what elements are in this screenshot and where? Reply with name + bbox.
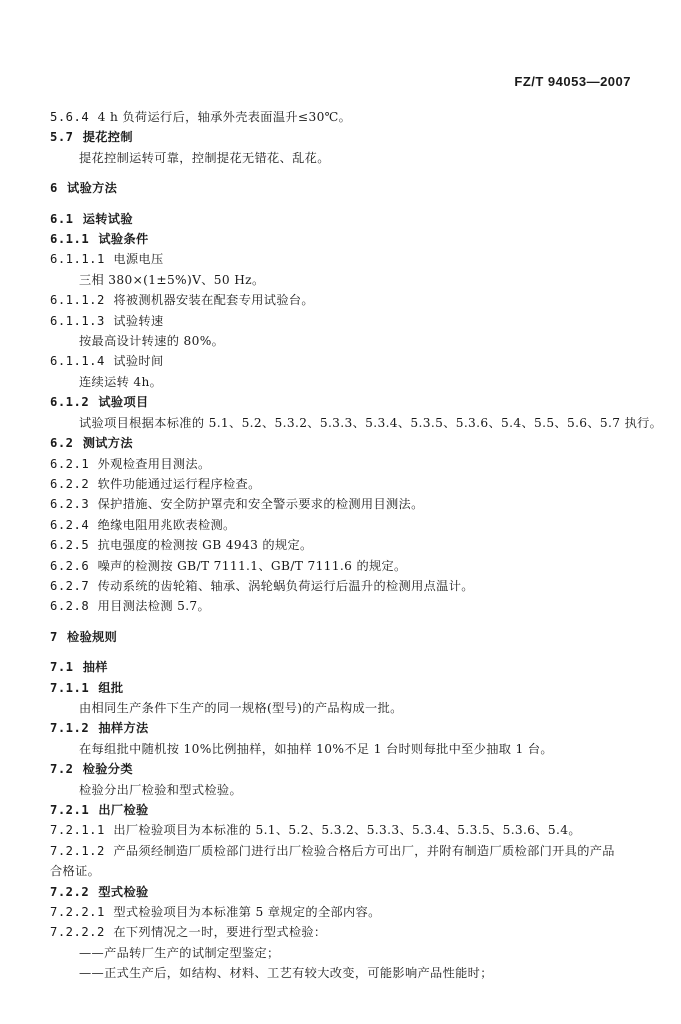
chapter-title: 检验规则: [67, 629, 118, 644]
standard-code-header: FZ/T 94053—2007: [514, 74, 631, 89]
clause-heading: 抽样: [82, 660, 108, 675]
clause-7-1-1-heading: [50, 678, 642, 698]
clause-text: 出厂检验项目为本标准的 5.1、5.2、5.3.2、5.3.3、5.3.4、5.3.5、5.3.6、5.4。: [113, 823, 581, 838]
chapter-number: 7: [50, 629, 58, 644]
clause-number: 7.2.1.2: [50, 843, 105, 858]
clause-text: 抗电强度的检测按 GB 4943 的规定。: [97, 538, 313, 553]
clause-number: 7.2.1: [50, 803, 90, 817]
clause-6-1-1-heading: [50, 229, 642, 249]
clause-text: 试验转速: [113, 313, 164, 328]
list-item-dash: ——产品转厂生产的试制定型鉴定；: [79, 945, 280, 960]
clause-number: 6.1.1.3: [50, 313, 105, 328]
clause-number: 6.1.1: [50, 232, 90, 247]
clause-text: 试验时间: [113, 354, 164, 369]
clause-text: 保护措施、安全防护罩壳和安全警示要求的检测用目测法。: [97, 497, 424, 512]
list-item-dash: ——正式生产后，如结构、材料、工艺有较大改变，可能影响产品性能时；: [79, 966, 493, 981]
clause-number: 6.1.2: [50, 395, 90, 410]
clause-6-1-1-1: [50, 249, 642, 269]
clause-7-1-2-text: 在每组批中随机按 10%比例抽样，如抽样 10%不足 1 台时则每批中至少抽取 1 台。: [79, 741, 553, 756]
clause-7-1-heading: [50, 657, 642, 677]
clause-number: 6.2.1: [50, 456, 90, 471]
clause-heading: 提花控制: [82, 130, 133, 145]
clause-number: 6.2.4: [50, 517, 90, 532]
clause-heading: 组批: [98, 680, 124, 695]
document-body: [50, 107, 663, 984]
clause-heading: 型式检验: [98, 884, 149, 899]
clause-7-2-text: 检验分出厂检验和型式检验。: [79, 782, 242, 797]
clause-text: 产品须经制造厂质检部门进行出厂检验合格后方可出厂，并附有制造厂质检部门开具的产品: [113, 843, 615, 858]
clause-heading: 出厂检验: [98, 803, 149, 817]
clause-heading: 试验项目: [98, 395, 149, 410]
clause-number: 7.2.2.1: [50, 905, 105, 920]
clause-heading: 试验条件: [98, 232, 149, 247]
clause-7-2-1-2: [50, 841, 642, 861]
clause-number: 6.1: [50, 211, 74, 226]
clause-number: 6.1.1.4: [50, 354, 105, 369]
clause-number: 7.2: [50, 762, 74, 777]
clause-6-2-8: [50, 596, 642, 616]
clause-number: 6.2.3: [50, 497, 90, 512]
clause-5-7-text: 提花控制运转可靠，控制提花无错花、乱花。: [79, 150, 330, 165]
clause-number: 7.2.2.2: [50, 925, 105, 940]
clause-heading: 检验分类: [82, 762, 133, 777]
clause-heading: 测试方法: [82, 436, 133, 451]
clause-number: 6.2.2: [50, 476, 90, 491]
clause-7-2-2-1: [50, 902, 642, 922]
clause-6-2-2: [50, 474, 642, 494]
clause-heading: 运转试验: [82, 211, 133, 226]
clause-text: 噪声的检测按 GB/T 7111.1、GB/T 7111.6 的规定。: [97, 558, 407, 573]
clause-5-6-4: [50, 107, 642, 127]
clause-number: 7.2.2: [50, 884, 90, 899]
clause-number: 6.1.1.2: [50, 293, 105, 308]
clause-6-1-1-4: [50, 351, 642, 371]
clause-6-1-2-heading: [50, 392, 642, 412]
clause-number: 5.6.4: [50, 110, 90, 124]
clause-text: 用目测法检测 5.7。: [97, 599, 211, 614]
clause-text: 电源电压: [113, 252, 164, 267]
clause-number: 7.1.2: [50, 721, 90, 736]
clause-text: 在下列情况之一时，要进行型式检验：: [113, 925, 327, 940]
clause-6-2-1: [50, 454, 642, 474]
clause-7-2-2-heading: [50, 882, 642, 902]
chapter-7-heading: [50, 627, 642, 647]
clause-number: 7.2.1.1: [50, 823, 105, 838]
clause-number: 7.1.1: [50, 680, 90, 695]
clause-number: 6.1.1.1: [50, 252, 105, 267]
clause-7-1-2-heading: [50, 718, 642, 738]
clause-6-2-6: [50, 556, 642, 576]
clause-7-1-1-text: 由相同生产条件下生产的同一规格(型号)的产品构成一批。: [79, 700, 403, 715]
clause-5-7-heading: [50, 127, 642, 147]
clause-text: 将被测机器安装在配套专用试验台。: [113, 293, 314, 308]
clause-6-1-1-3: [50, 311, 642, 331]
clause-6-1-1-1-text: 三相 380×(1±5%)V、50 Hz。: [79, 272, 265, 287]
clause-7-2-heading: [50, 759, 642, 779]
clause-text: 传动系统的齿轮箱、轴承、涡轮蜗负荷运行后温升的检测用点温计。: [97, 578, 474, 593]
clause-6-1-2-text: 试验项目根据本标准的 5.1、5.2、5.3.2、5.3.3、5.3.4、5.3.5、5.3.6、5.4、5.5、5.6、5.7 执行。: [79, 415, 663, 430]
clause-6-2-5: [50, 535, 642, 555]
chapter-number: 6: [50, 181, 58, 196]
clause-text: 软件功能通过运行程序检查。: [97, 476, 261, 491]
clause-number: 7.1: [50, 660, 74, 675]
clause-6-1-1-3-text: 按最高设计转速的 80%。: [79, 334, 225, 349]
clause-6-2-7: [50, 576, 642, 596]
clause-number: 6.2: [50, 436, 74, 451]
clause-7-2-1-heading: [50, 800, 642, 820]
clause-text: 4 h 负荷运行后，轴承外壳表面温升≤30℃。: [97, 110, 352, 124]
chapter-title: 试验方法: [67, 181, 118, 196]
clause-6-1-1-2: [50, 290, 642, 310]
clause-number: 6.2.6: [50, 558, 90, 573]
clause-6-1-1-4-text: 连续运转 4h。: [79, 374, 163, 389]
clause-6-2-heading: [50, 433, 642, 453]
clause-6-2-3: [50, 494, 642, 514]
clause-number: 6.2.7: [50, 578, 90, 593]
clause-heading: 抽样方法: [98, 721, 149, 736]
clause-number: 6.2.5: [50, 538, 90, 553]
clause-number: 5.7: [50, 130, 74, 145]
clause-text: 绝缘电阻用兆欧表检测。: [97, 517, 236, 532]
clause-7-2-1-1: [50, 820, 642, 840]
clause-6-2-4: [50, 515, 642, 535]
chapter-6-heading: [50, 178, 642, 198]
clause-7-2-2-2: [50, 922, 642, 942]
clause-7-2-1-2-continued: 合格证。: [50, 864, 101, 879]
clause-text: 型式检验项目为本标准第 5 章规定的全部内容。: [113, 905, 381, 920]
clause-text: 外观检查用目测法。: [97, 456, 211, 471]
clause-6-1-heading: [50, 209, 642, 229]
clause-number: 6.2.8: [50, 599, 90, 614]
